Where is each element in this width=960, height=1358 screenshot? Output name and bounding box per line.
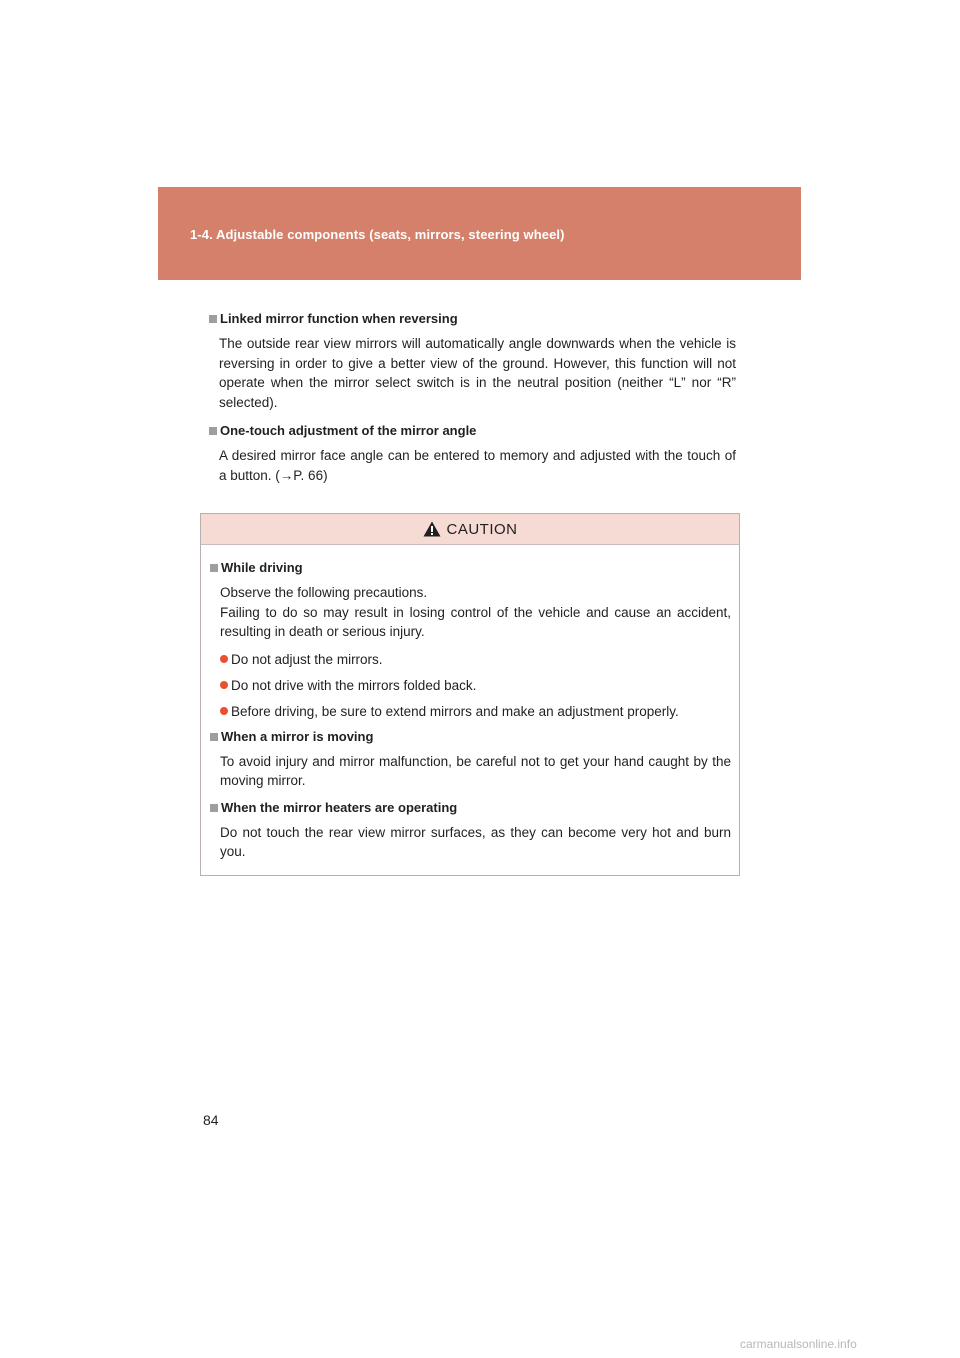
list-item: [220, 702, 731, 721]
section-title: 1-4. Adjustable components (seats, mirrors, steering wheel): [190, 227, 565, 242]
section-heading: [209, 422, 736, 440]
section-heading: [209, 310, 736, 328]
caution-paragraph: To avoid injury and mirror malfunction, be careful not to get your hand caught by the moving mirror.: [220, 753, 731, 788]
square-bullet-icon: [210, 564, 218, 572]
main-content: [209, 310, 736, 495]
section-paragraph: The outside rear view mirrors will automatically angle downwards when the vehicle is reversing in order to give a better view of the ground. However, this function will not operate when the mirror select switch is in the neutral position (neither “L” nor “R” selected).: [219, 336, 736, 410]
list-item: [220, 650, 731, 669]
heading-text: When the mirror heaters are operating: [221, 799, 458, 815]
heading-text: One-touch adjustment of the mirror angle: [220, 423, 477, 438]
section-paragraph: A desired mirror face angle can be entered to memory and adjusted with the touch of a button. (→P. 66): [219, 448, 736, 483]
caution-box: [200, 513, 740, 876]
caution-heading: [210, 559, 731, 577]
round-bullet-icon: [220, 707, 228, 715]
section-header: [158, 187, 801, 280]
caution-line: Observe the following precautions.: [220, 585, 428, 600]
caution-label: CAUTION: [446, 520, 518, 538]
round-bullet-icon: [220, 655, 228, 663]
square-bullet-icon: [209, 315, 217, 323]
square-bullet-icon: [209, 427, 217, 435]
page-number: 84: [203, 1112, 219, 1128]
heading-text: When a mirror is moving: [221, 728, 374, 744]
bullet-text: Before driving, be sure to extend mirrors and make an adjustment properly.: [231, 703, 679, 719]
warning-triangle-icon: [423, 521, 441, 537]
square-bullet-icon: [210, 804, 218, 812]
caution-line: Failing to do so may result in losing control of the vehicle and cause an accident, resulting in death or serious injury.: [220, 604, 731, 639]
heading-text: Linked mirror function when reversing: [220, 311, 458, 326]
bullet-text: Do not adjust the mirrors.: [231, 651, 383, 667]
caution-paragraph: [220, 583, 731, 642]
list-item: [220, 676, 731, 695]
caution-header: [201, 514, 739, 545]
caution-heading: [210, 799, 731, 817]
caution-paragraph: Do not touch the rear view mirror surfaces, as they can become very hot and burn you.: [220, 824, 731, 859]
round-bullet-icon: [220, 681, 228, 689]
caution-heading: [210, 728, 731, 746]
watermark: carmanualsonline.info: [740, 1337, 857, 1351]
caution-body: [201, 545, 739, 862]
square-bullet-icon: [210, 733, 218, 741]
bullet-text: Do not drive with the mirrors folded back.: [231, 677, 477, 693]
heading-text: While driving: [221, 560, 303, 575]
